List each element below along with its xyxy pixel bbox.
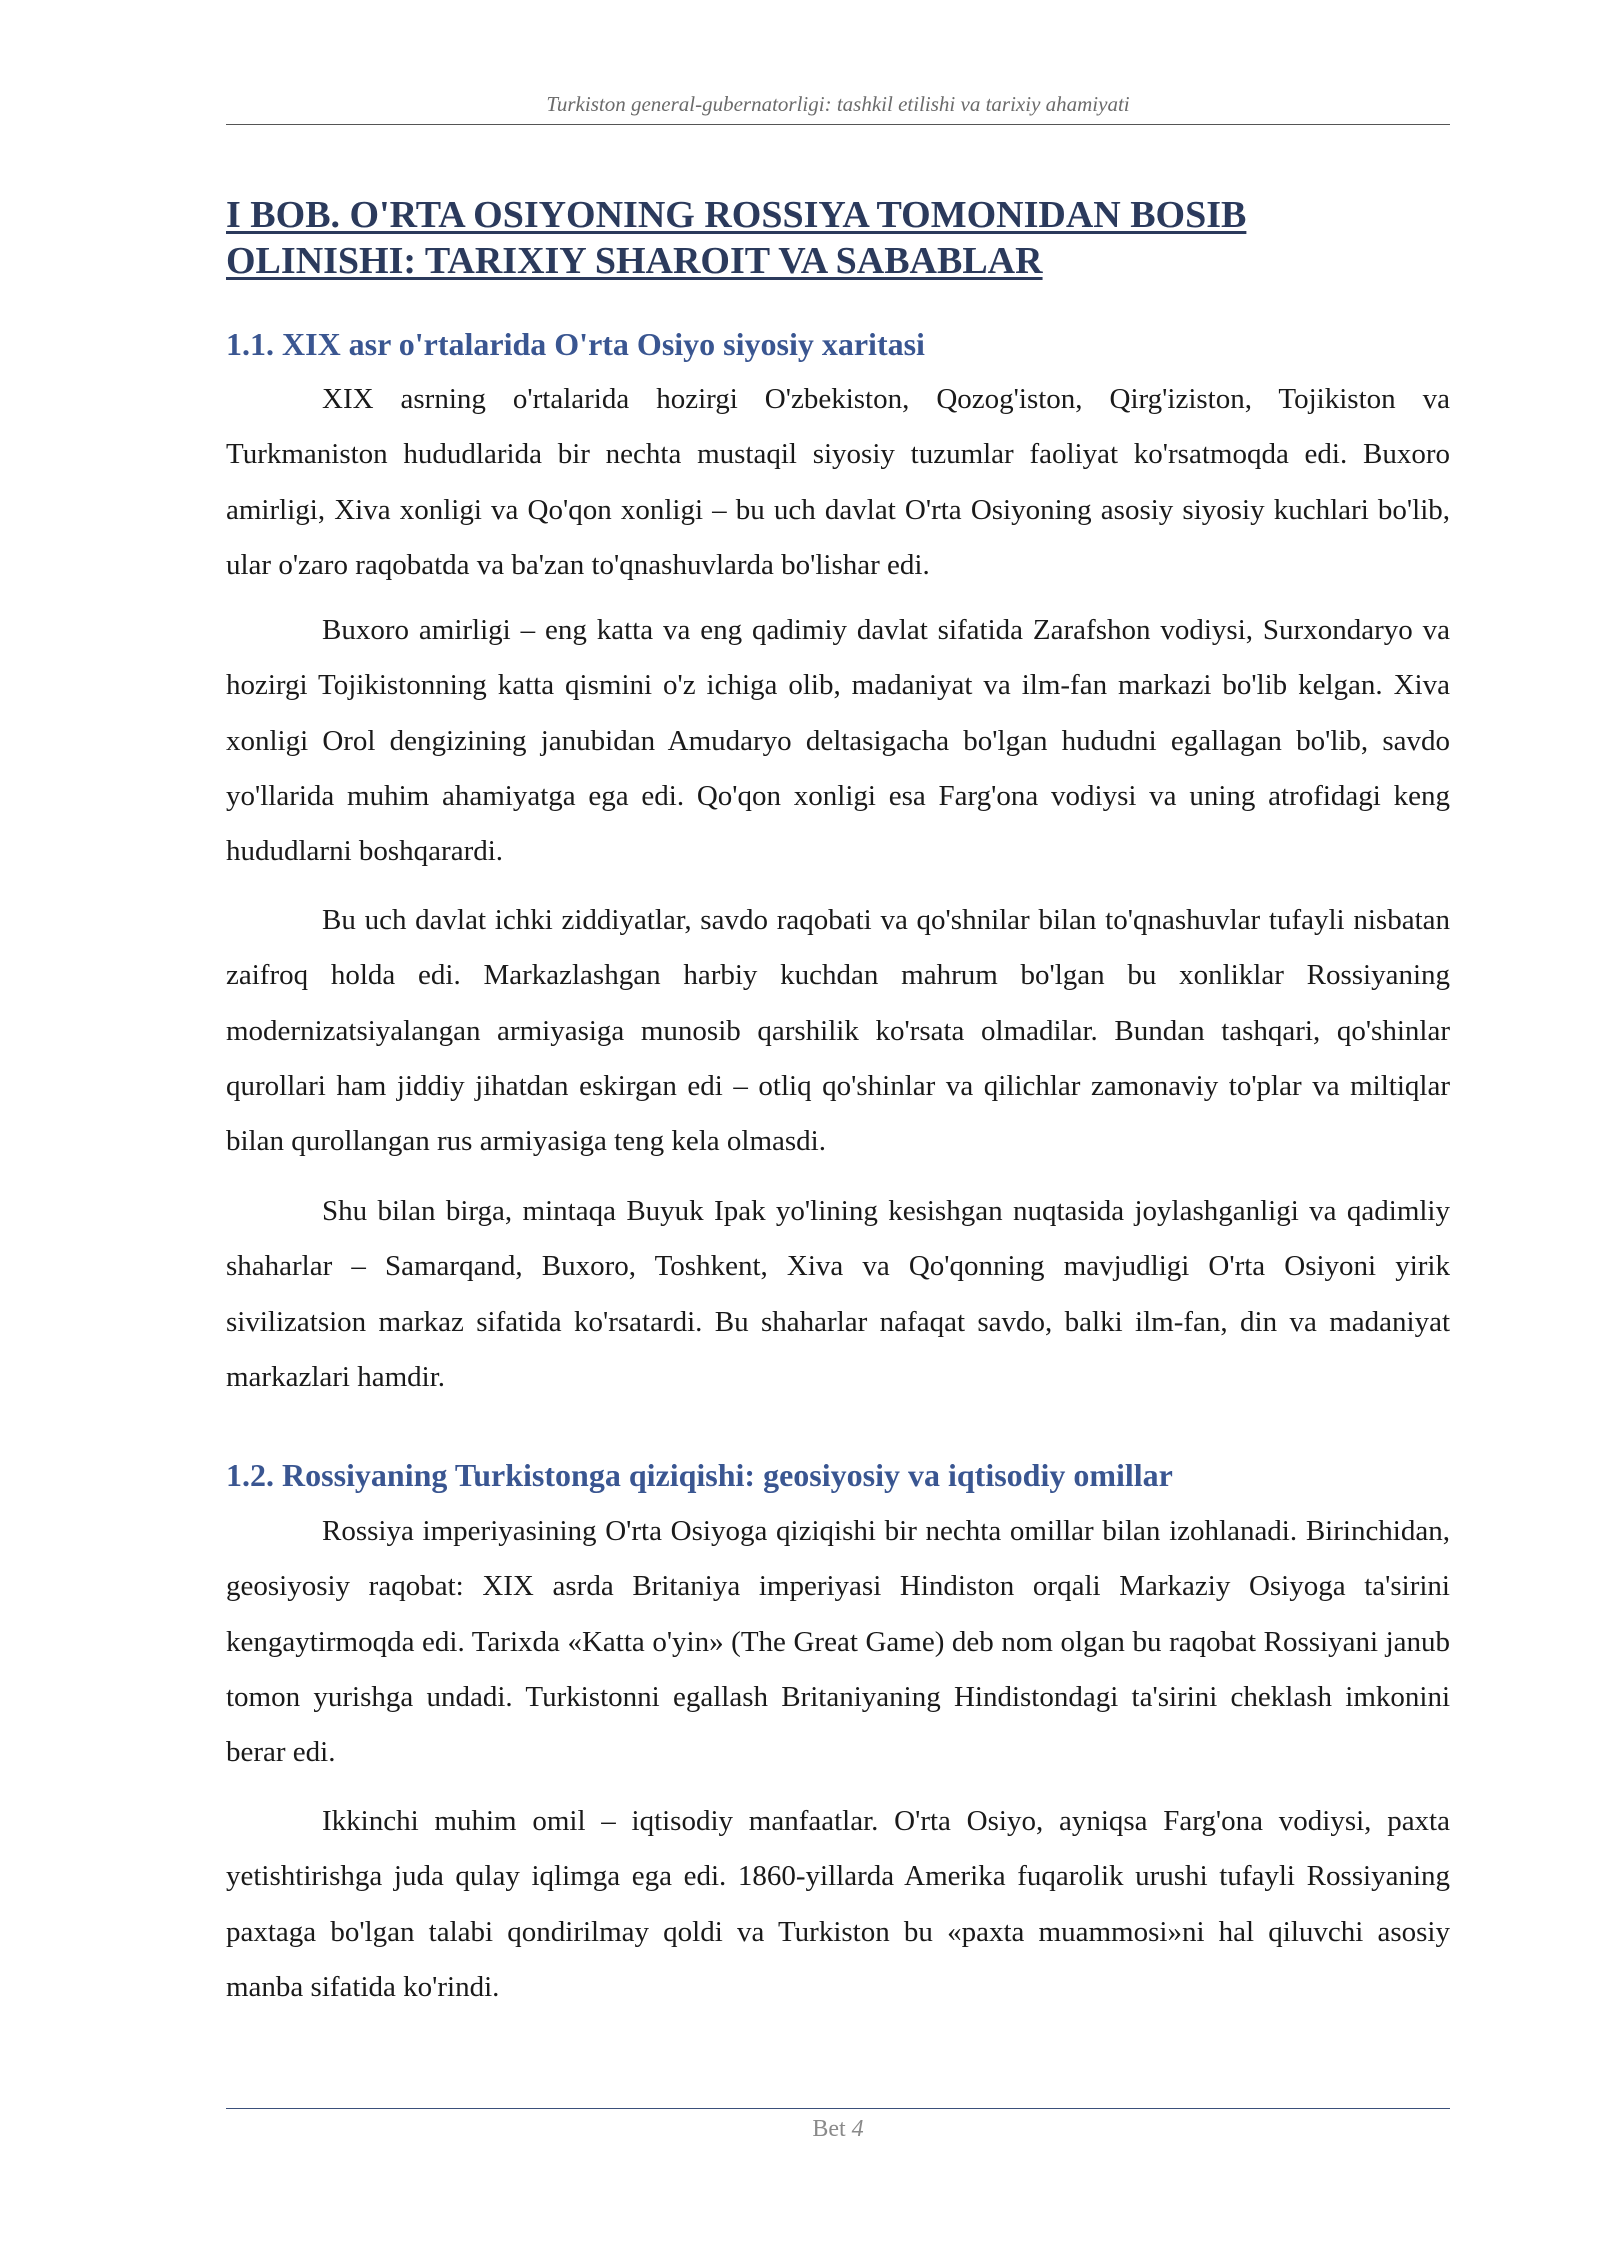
page-number — [226, 2116, 1450, 2143]
paragraph: Bu uch davlat ichki ziddiyatlar, savdo raqobati va qo'shnilar bilan to'qnashuvlar tufayli nisbatan zaifroq holda edi. Markazlashgan harbiy kuchdan mahrum bo'lgan bu xonliklar Rossiyaning modernizatsiyalangan armiyasiga munosib qarshilik ko'rsata olmadilar. Bundan tashqari, qo'shinlar qurollari ham jiddiy jihatdan eskirgan edi – otliq qo'shinlar va qilichlar zamonaviy to'plar va miltiqlar bilan qurollangan rus armiyasiga teng kela olmasdi. — [226, 904, 1450, 1158]
paragraph: Shu bilan birga, mintaqa Buyuk Ipak yo'lining kesishgan nuqtasida joylashganligi va qadimliy shaharlar – Samarqand, Buxoro, Toshkent, Xiva va Qo'qonning mavjudligi O'rta Osiyoni yirik sivilizatsion markaz sifatida ko'rsatardi. Bu shaharlar nafaqat savdo, balki ilm-fan, din va madaniyat markazlari hamdir. — [226, 1195, 1450, 1393]
running-header: Turkiston general-gubernatorligi: tashkil etilishi va tarixiy ahamiyati — [546, 92, 1130, 116]
page-label: Bet — [812, 2116, 846, 2142]
paragraph: Rossiya imperiyasining O'rta Osiyoga qiziqishi bir nechta omillar bilan izohlanadi. Birinchidan, geosiyosiy raqobat: XIX asrda Britaniya imperiyasi Hindiston orqali Markaziy Osiyoga ta'sirini kengaytirmoqda edi. Tarixda «Katta o'yin» (The Great Game) deb nom olgan bu raqobat Rossiyani janub tomon yurishga undadi. Turkistonni egallash Britaniyaning Hindistondagi ta'sirini cheklash imkonini berar edi. — [226, 1515, 1450, 1769]
header-rule — [226, 124, 1450, 125]
paragraph: Buxoro amirligi – eng katta va eng qadimiy davlat sifatida Zarafshon vodiysi, Surxondaryo va hozirgi Tojikistonning katta qismini o'z ichiga olib, madaniyat va ilm-fan markazi bo'lib kelgan. Xiva xonligi Orol dengizining janubidan Amudaryo deltasigacha bo'lgan hududni egallagan bo'lib, savdo yo'llarida muhim ahamiyatga ega edi. Qo'qon xonligi esa Farg'ona vodiysi va uning atrofidagi keng hududlarni boshqarardi. — [226, 614, 1450, 868]
section-heading-1-2: 1.2. Rossiyaning Turkistonga qiziqishi: geosiyosiy va iqtisodiy omillar — [226, 1457, 1173, 1493]
chapter-title-line-1: I BOB. O'RTA OSIYONING ROSSIYA TOMONIDAN BOSIB — [226, 194, 1247, 236]
page-number-value: 4 — [851, 2116, 864, 2142]
chapter-title-line-2: OLINISHI: TARIXIY SHAROIT VA SABABLAR — [226, 240, 1043, 282]
footer-rule — [226, 2108, 1450, 2109]
paragraph: Ikkinchi muhim omil – iqtisodiy manfaatlar. O'rta Osiyo, ayniqsa Farg'ona vodiysi, paxta yetishtirishga juda qulay iqlimga ega edi. 1860-yillarda Amerika fuqarolik urushi tufayli Rossiyaning paxtaga bo'lgan talabi qondirilmay qoldi va Turkiston bu «paxta muammosi»ni hal qiluvchi asosiy manba sifatida ko'rindi. — [226, 1805, 1450, 2003]
chapter-title — [226, 192, 1450, 284]
section-heading-1-1: 1.1. XIX asr o'rtalarida O'rta Osiyo siyosiy xaritasi — [226, 326, 925, 362]
paragraph: XIX asrning o'rtalarida hozirgi O'zbekiston, Qozog'iston, Qirg'iziston, Tojikiston va Turkmaniston hududlarida bir nechta mustaqil siyosiy tuzumlar faoliyat ko'rsatmoqda edi. Buxoro amirligi, Xiva xonligi va Qo'qon xonligi – bu uch davlat O'rta Osiyoning asosiy siyosiy kuchlari bo'lib, ular o'zaro raqobatda va ba'zan to'qnashuvlarda bo'lishar edi. — [226, 383, 1450, 581]
